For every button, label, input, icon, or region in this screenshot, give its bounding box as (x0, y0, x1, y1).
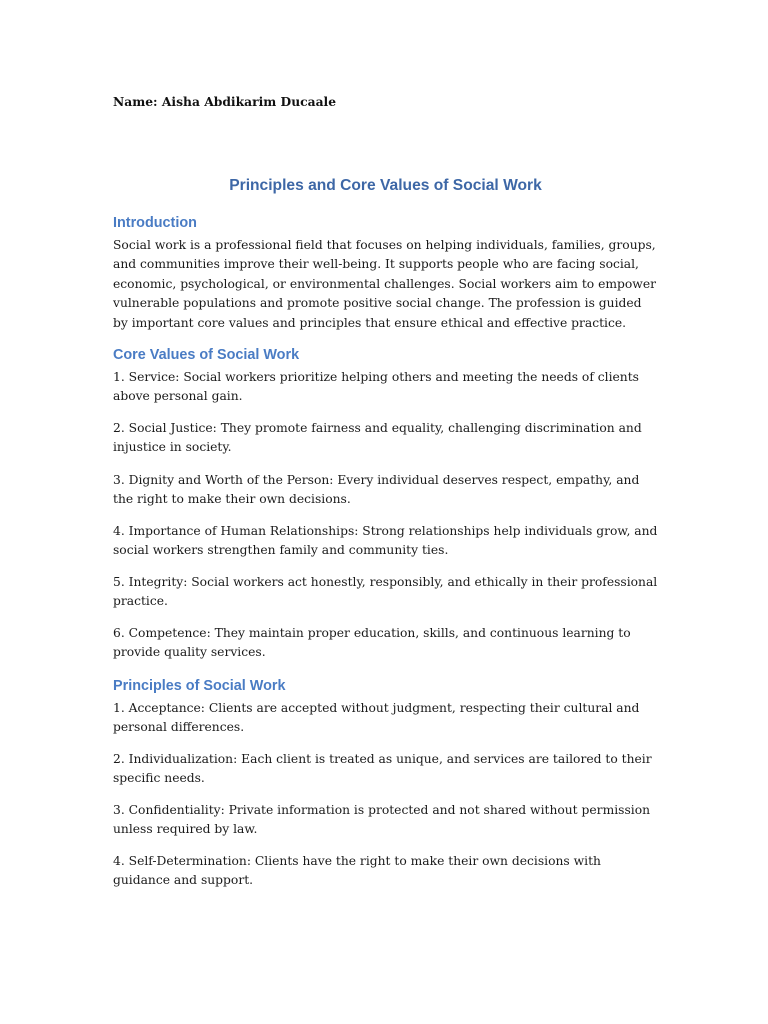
core-value-item: 2. Social Justice: They promote fairness and equality, challenging discrimination and injustice in society. (113, 421, 642, 455)
core-value-item: 4. Importance of Human Relationships: Strong relationships help individuals grow, and social workers strengthen family and community ties. (113, 524, 658, 558)
document-body (113, 94, 658, 888)
principle-item: 1. Acceptance: Clients are accepted without judgment, respecting their cultural and personal differences. (113, 701, 640, 735)
core-value-item: 3. Dignity and Worth of the Person: Every individual deserves respect, empathy, and the right to make their own decisions. (113, 473, 640, 507)
core-values-heading: Core Values of Social Work (113, 347, 300, 363)
principle-item: 4. Self-Determination: Clients have the right to make their own decisions with guidance and support. (113, 854, 601, 888)
author-name: Name: Aisha Abdikarim Ducaale (113, 94, 337, 109)
core-value-item: 5. Integrity: Social workers act honestly, responsibly, and ethically in their professional practice. (113, 575, 658, 609)
core-value-item: 1. Service: Social workers prioritize helping others and meeting the needs of clients above personal gain. (113, 370, 639, 404)
principle-item: 2. Individualization: Each client is treated as unique, and services are tailored to their specific needs. (113, 752, 652, 786)
introduction-heading: Introduction (113, 215, 197, 231)
introduction-paragraph: Social work is a professional field that focuses on helping individuals, families, groups, and communities improve their well-being. It supports people who are facing social, economic, psychological, or environmental challenges. Social workers aim to empower vulnerable populations and promote positive social change. The profession is guided by important core values and principles that ensure ethical and effective practice. (113, 238, 656, 330)
principle-item: 3. Confidentiality: Private information is protected and not shared without permission unless required by law. (113, 803, 651, 837)
document-title: Principles and Core Values of Social Work (229, 177, 542, 194)
core-value-item: 6. Competence: They maintain proper education, skills, and continuous learning to provide quality services. (113, 626, 631, 660)
principles-heading: Principles of Social Work (113, 678, 286, 694)
